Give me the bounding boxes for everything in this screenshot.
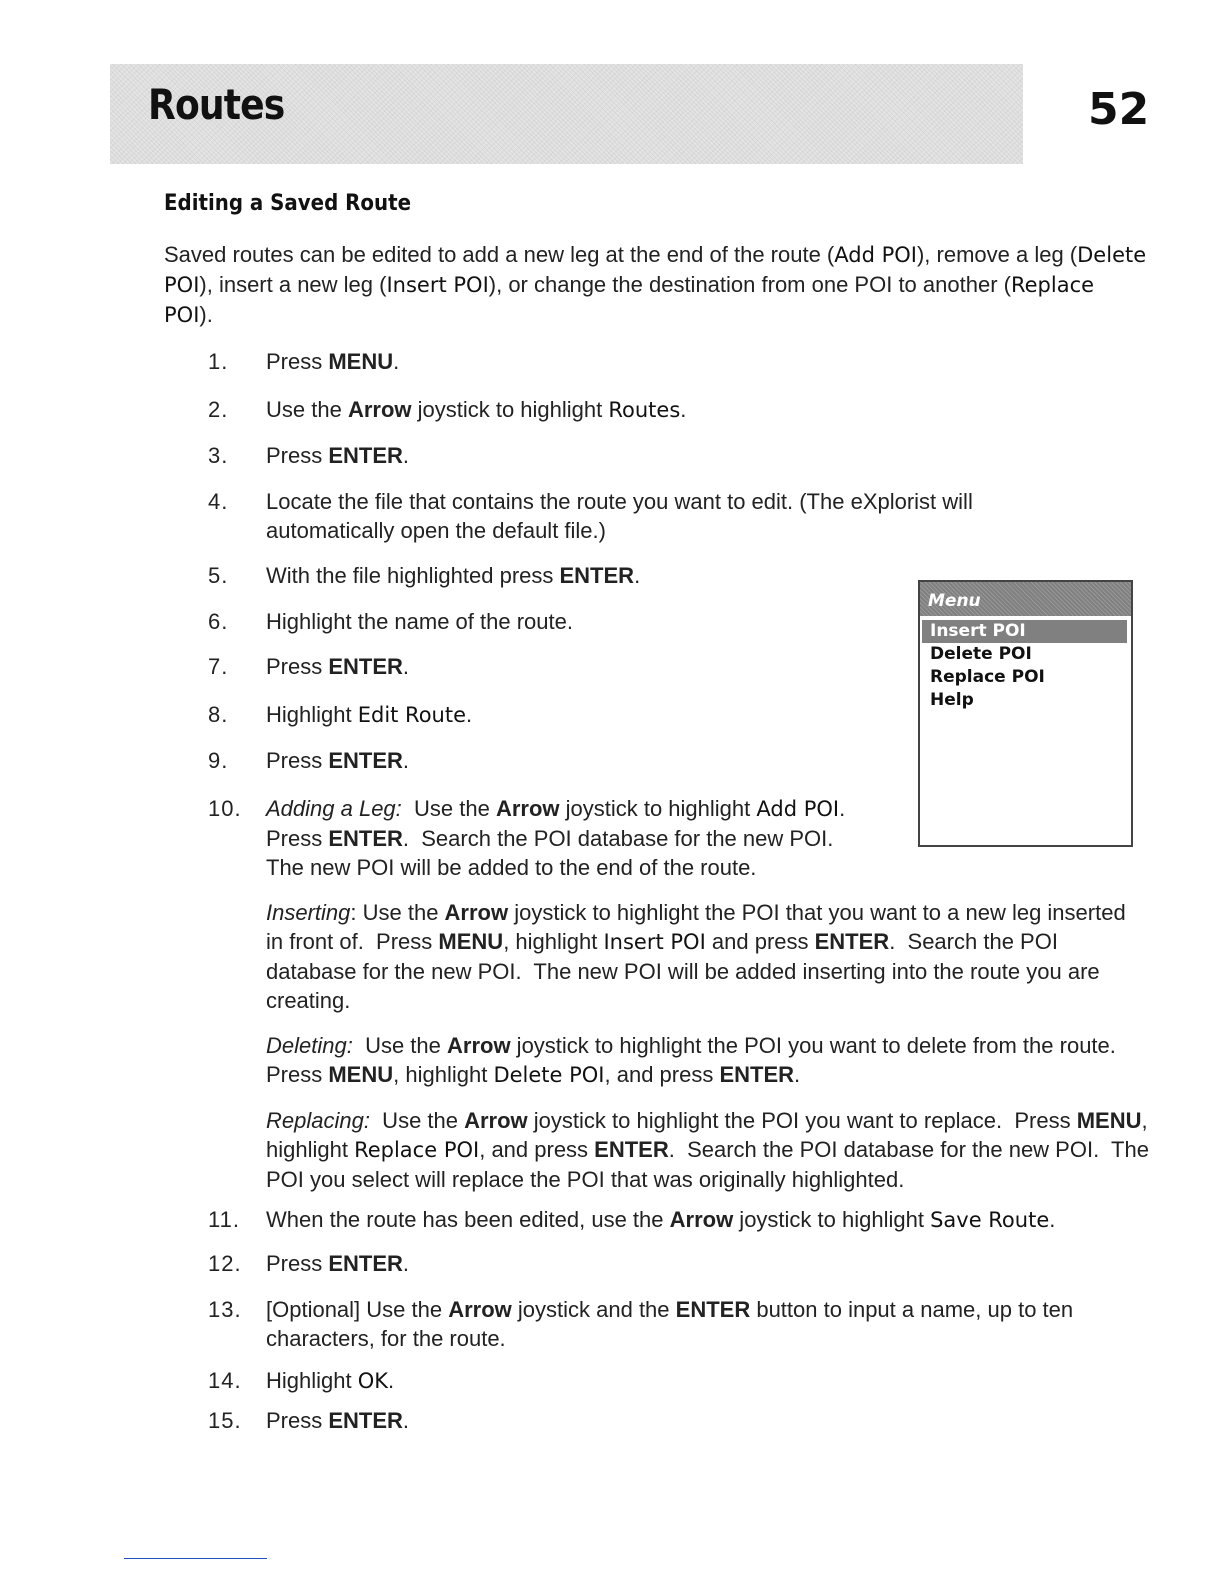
ui-term: OK [357, 1369, 389, 1393]
step-text-part: [Optional] Use the [266, 1297, 449, 1322]
sub-text: : Use the [350, 900, 445, 925]
intro-text: ). [199, 302, 213, 327]
step-text-part: automatically open the default file.) [266, 518, 606, 543]
sub-text: , and press [479, 1137, 595, 1162]
key-term: ENTER [719, 1062, 795, 1087]
sub-text: , highlight [503, 929, 604, 954]
step-text [266, 441, 409, 470]
step-number: 10. [208, 796, 242, 821]
page-number: 52 [1088, 84, 1150, 135]
sub-text: . Search the POI database for the new POI. The new POI will be added inserting into the route you are creating. [266, 929, 1106, 1013]
step-text [266, 1406, 409, 1435]
menu-title: Menu [920, 582, 1131, 616]
step-text [266, 1295, 1073, 1353]
sub-text: Use the [352, 1033, 447, 1058]
sub-label: Deleting: [266, 1033, 353, 1058]
ui-term: Replace POI [164, 273, 1095, 327]
step-text [266, 1249, 409, 1278]
intro-text: ), insert a new leg ( [199, 272, 387, 297]
step-text [266, 395, 686, 425]
sub-text: joystick to highlight the POI you want to replace. Press [527, 1108, 1077, 1133]
step-number: 1. [208, 349, 229, 374]
sub-label: Inserting [266, 900, 351, 925]
key-term: ENTER [675, 1297, 751, 1322]
step-text-part: . [388, 1368, 395, 1393]
step-number: 12. [208, 1251, 242, 1276]
step-text-part: characters, for the route. [266, 1326, 506, 1351]
key-term: MENU [328, 349, 394, 374]
sub-text: , highlight [266, 1108, 1148, 1162]
step-text [266, 794, 845, 882]
sub-text: , highlight [393, 1062, 494, 1087]
sub-label: Replacing: [266, 1108, 370, 1133]
sub-text: , and press [604, 1062, 720, 1087]
key-term: Arrow [495, 796, 560, 821]
ui-term: Add POI [834, 243, 917, 267]
inserting-paragraph [266, 898, 1146, 1015]
key-term: MENU [438, 929, 504, 954]
key-term: Arrow [347, 397, 412, 422]
ui-term: Routes [608, 398, 681, 422]
step-text-part: Use the [266, 397, 348, 422]
step-text [266, 700, 472, 730]
sub-text: . [794, 1062, 801, 1087]
key-term: MENU [1076, 1108, 1142, 1133]
key-term: ENTER [328, 1251, 403, 1276]
step-text-part: . [466, 702, 473, 727]
ui-term: Insert POI [603, 930, 706, 954]
step-label: Adding a Leg: [266, 796, 402, 821]
step-text-part: button to input a name, up to ten [750, 1297, 1074, 1322]
step-text [266, 1205, 1055, 1235]
step-text [266, 1366, 394, 1396]
menu-item-insert-poi: Insert POI [922, 620, 1127, 643]
key-term: Arrow [448, 1297, 512, 1322]
step-text-part: . [634, 563, 641, 588]
step-text-part: Press [266, 349, 329, 374]
step-text-part: Press [266, 443, 329, 468]
step-text [266, 487, 973, 545]
step-text-part: Press [266, 1251, 329, 1276]
key-term: ENTER [328, 1408, 403, 1433]
step-text-part: Highlight [266, 702, 358, 727]
step-text-part: . [839, 796, 846, 821]
ui-term: Delete POI [164, 243, 1147, 297]
menu-item-replace-poi: Replace POI [930, 667, 1045, 687]
key-term: ENTER [594, 1137, 669, 1162]
key-term: Arrow [444, 900, 509, 925]
step-text [266, 746, 409, 775]
sub-text: joystick to highlight the POI that you want to a new leg inserted in front of. Press [266, 900, 1132, 954]
step-number: 11. [208, 1207, 240, 1232]
step-text-part: Highlight [266, 1368, 358, 1393]
step-text-part: . [402, 748, 410, 773]
key-term: ENTER [559, 563, 635, 588]
step-number: 3. [208, 443, 229, 468]
step-number: 6. [208, 609, 229, 634]
step-number: 14. [208, 1368, 242, 1393]
menu-item-help: Help [930, 690, 974, 710]
step-text-part: joystick to highlight [411, 397, 609, 422]
sub-text: joystick to highlight the POI you want to delete from the route. Press [266, 1033, 1129, 1087]
step-text-part: With the file highlighted press [266, 563, 560, 588]
step-number: 7. [208, 654, 229, 679]
key-term: ENTER [814, 929, 890, 954]
replacing-paragraph [266, 1106, 1156, 1194]
ui-term: Delete POI [493, 1063, 605, 1087]
step-text-part: When the route has been edited, use the [266, 1207, 670, 1232]
section-title: Routes [148, 80, 285, 129]
step-number: 9. [208, 748, 229, 773]
step-text-part: Press [266, 826, 329, 851]
step-number: 8. [208, 702, 229, 727]
step-text: Highlight the name of the route. [266, 609, 573, 634]
step-number: 15. [208, 1408, 242, 1433]
deleting-paragraph [266, 1031, 1146, 1090]
step-text-part: . [402, 443, 410, 468]
key-term: Arrow [464, 1108, 528, 1133]
step-text-part: Press [266, 748, 329, 773]
step-text-part: . [393, 349, 400, 374]
ui-term: Add POI [756, 797, 840, 821]
sub-text: and press [705, 929, 815, 954]
key-term: MENU [328, 1062, 394, 1087]
step-text-part: . [1049, 1207, 1056, 1232]
ui-term: Insert POI [386, 273, 489, 297]
step-text-part: Press [266, 1408, 329, 1433]
step-text [266, 561, 640, 590]
step-text [266, 652, 409, 681]
key-term: ENTER [328, 443, 403, 468]
step-text [266, 347, 399, 376]
key-term: ENTER [328, 748, 403, 773]
step-number: 5. [208, 563, 229, 588]
footnote-rule [124, 1558, 267, 1559]
step-text-part: . [402, 654, 410, 679]
step-number: 2. [208, 397, 229, 422]
step-text-part: Use the [401, 796, 496, 821]
key-term: ENTER [328, 826, 403, 851]
step-text-part: Press [266, 654, 329, 679]
intro-text: ), remove a leg ( [916, 242, 1078, 267]
step-text-part: joystick and the [511, 1297, 676, 1322]
ui-term: Edit Route [357, 703, 467, 727]
menu-screenshot [918, 580, 1133, 847]
step-text-part: The new POI will be added to the end of the route. [266, 855, 757, 880]
key-term: Arrow [447, 1033, 511, 1058]
step-text-part: . Search the POI database for the new POI. [402, 826, 834, 851]
step-text-part: . [680, 397, 687, 422]
intro-paragraph [164, 240, 1149, 330]
ui-term: Save Route [930, 1208, 1050, 1232]
ui-term: Replace POI [354, 1138, 480, 1162]
key-term: Arrow [669, 1207, 734, 1232]
step-text-part: joystick to highlight [733, 1207, 931, 1232]
intro-text: ), or change the destination from one POI to another ( [488, 272, 1011, 297]
step-text-part: joystick to highlight [559, 796, 757, 821]
step-number: 4. [208, 489, 229, 514]
step-text-part: Locate the file that contains the route you want to edit. (The eXplorist will [266, 489, 973, 514]
key-term: ENTER [328, 654, 403, 679]
subheading: Editing a Saved Route [164, 191, 412, 216]
step-text-part: . [402, 1251, 410, 1276]
sub-text: . Search the POI database for the new POI. The POI you select will replace the POI that was originally highlighted. [266, 1137, 1156, 1192]
step-number: 13. [208, 1297, 242, 1322]
intro-text: Saved routes can be edited to add a new leg at the end of the route ( [164, 242, 835, 267]
menu-item-delete-poi: Delete POI [930, 644, 1032, 664]
sub-text: Use the [369, 1108, 465, 1133]
step-text-part: . [402, 1408, 410, 1433]
